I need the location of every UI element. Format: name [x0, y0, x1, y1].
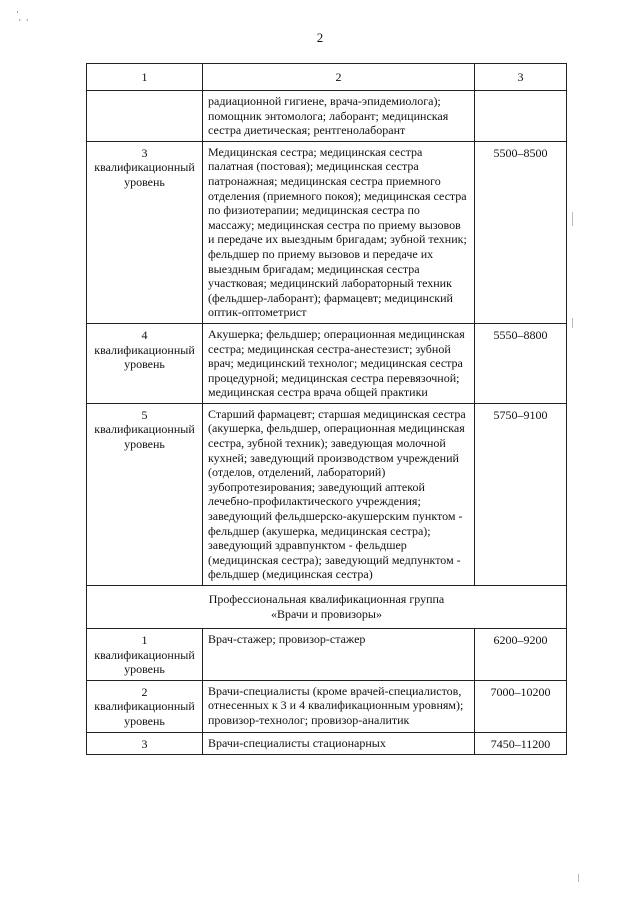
level-label-2: уровень	[124, 174, 165, 189]
level-label: квалификационный	[94, 647, 195, 662]
level-cell	[87, 323, 203, 403]
level-cell-empty	[87, 91, 203, 142]
table-row-level-3	[87, 141, 567, 323]
positions-cell: Врачи-специалисты (кроме врачей-специалистов, отнесенных к 3 и 4 квалификационным уровням); провизор-технолог; провизор-аналитик	[203, 680, 475, 732]
group-title-line-1: Профессиональная квалификационная группа	[208, 592, 445, 606]
table-row-group-title	[87, 586, 567, 629]
level-number: 1	[141, 633, 148, 647]
table-row-continuation	[87, 91, 567, 142]
salary-table	[86, 63, 567, 755]
table-header-row	[87, 64, 567, 91]
scan-mark	[572, 318, 573, 328]
level-label-2: уровень	[124, 357, 165, 372]
scan-specks: · · ·	[16, 7, 29, 25]
page-number: 2	[316, 30, 324, 45]
level-cell	[87, 680, 203, 732]
positions-cell: Врачи-специалисты стационарных	[203, 732, 475, 755]
level-cell	[87, 629, 203, 681]
level-label: квалификационный	[94, 422, 195, 437]
level-label: квалификационный	[94, 342, 195, 357]
scan-mark	[572, 212, 573, 226]
level-label-2: уровень	[124, 437, 165, 452]
level-number: 4	[141, 327, 148, 342]
scan-mark	[578, 874, 579, 882]
salary-cell: 5550–8800	[475, 323, 567, 403]
positions-cell: радиационной гигиене, врача-эпидемиолога); помощник энтомолога; лаборант; медицинская сестра диетическая; рентгенолаборант	[203, 91, 475, 142]
table-row-level-5	[87, 403, 567, 585]
table-row-doctors-level-1	[87, 629, 567, 681]
header-col-2: 2	[203, 64, 475, 91]
salary-cell: 6200–9200	[475, 629, 567, 681]
positions-cell: Акушерка; фельдшер; операционная медицинская сестра; медицинская сестра-анестезист; зубной врач; медицинский технолог; медицинская сестра процедурной; медицинская сестра перевязочной; медицинская сестра врача общей практики	[203, 323, 475, 403]
salary-table-wrapper	[86, 63, 566, 755]
positions-cell: Врач-стажер; провизор-стажер	[203, 629, 475, 681]
level-label: квалификационный	[94, 160, 195, 175]
level-number: 3	[141, 736, 148, 751]
positions-cell: Старший фармацевт; старшая медицинская сестра (акушерка, фельдшер, операционная медицинская сестра, зубной техник); заведующая молочной кухней; заведующий производством учреждений (отделов, отделений, лабораторий) зубопротезирования; заведующий аптекой лечебно-профилактического учреждения; заведующий фельдшерско-акушерским пунктом - фельдшер (акушерка, медицинская сестра); заведующий здравпунктом - фельдшер (медицинская сестра); заведующий медпунктом - фельдшер (медицинская сестра)	[203, 403, 475, 585]
table-row-doctors-level-3	[87, 732, 567, 755]
level-cell	[87, 141, 203, 323]
header-col-1: 1	[87, 64, 203, 91]
salary-cell: 5750–9100	[475, 403, 567, 585]
group-title-line-2: «Врачи и провизоры»	[271, 606, 382, 621]
level-number: 5	[141, 407, 148, 422]
level-number: 3	[141, 145, 148, 160]
level-label-2: уровень	[124, 662, 165, 677]
group-title-cell	[87, 586, 567, 629]
level-label: квалификационный	[94, 699, 195, 714]
salary-cell: 5500–8500	[475, 141, 567, 323]
table-row-doctors-level-2	[87, 680, 567, 732]
positions-cell: Медицинская сестра; медицинская сестра палатная (постовая); медицинская сестра патронажная; медицинская сестра приемного отделения (приемного покоя); медицинская сестра по физиотерапии; медицинская сестра по массажу; медицинская сестра по приему вызовов и передаче их выездным бригадам; зубной техник; фельдшер по приему вызовов и передаче их выездным бригадам; медицинская сестра участковая; медицинский лабораторный техник (фельдшер-лаборант); фармацевт; медицинский оптик-оптометрист	[203, 141, 475, 323]
salary-cell-empty	[475, 91, 567, 142]
salary-cell: 7450–11200	[475, 732, 567, 755]
level-label-2: уровень	[124, 713, 165, 728]
level-number: 2	[141, 684, 148, 699]
level-cell	[87, 732, 203, 755]
header-col-3: 3	[475, 64, 567, 91]
table-row-level-4	[87, 323, 567, 403]
salary-cell: 7000–10200	[475, 680, 567, 732]
level-cell	[87, 403, 203, 585]
